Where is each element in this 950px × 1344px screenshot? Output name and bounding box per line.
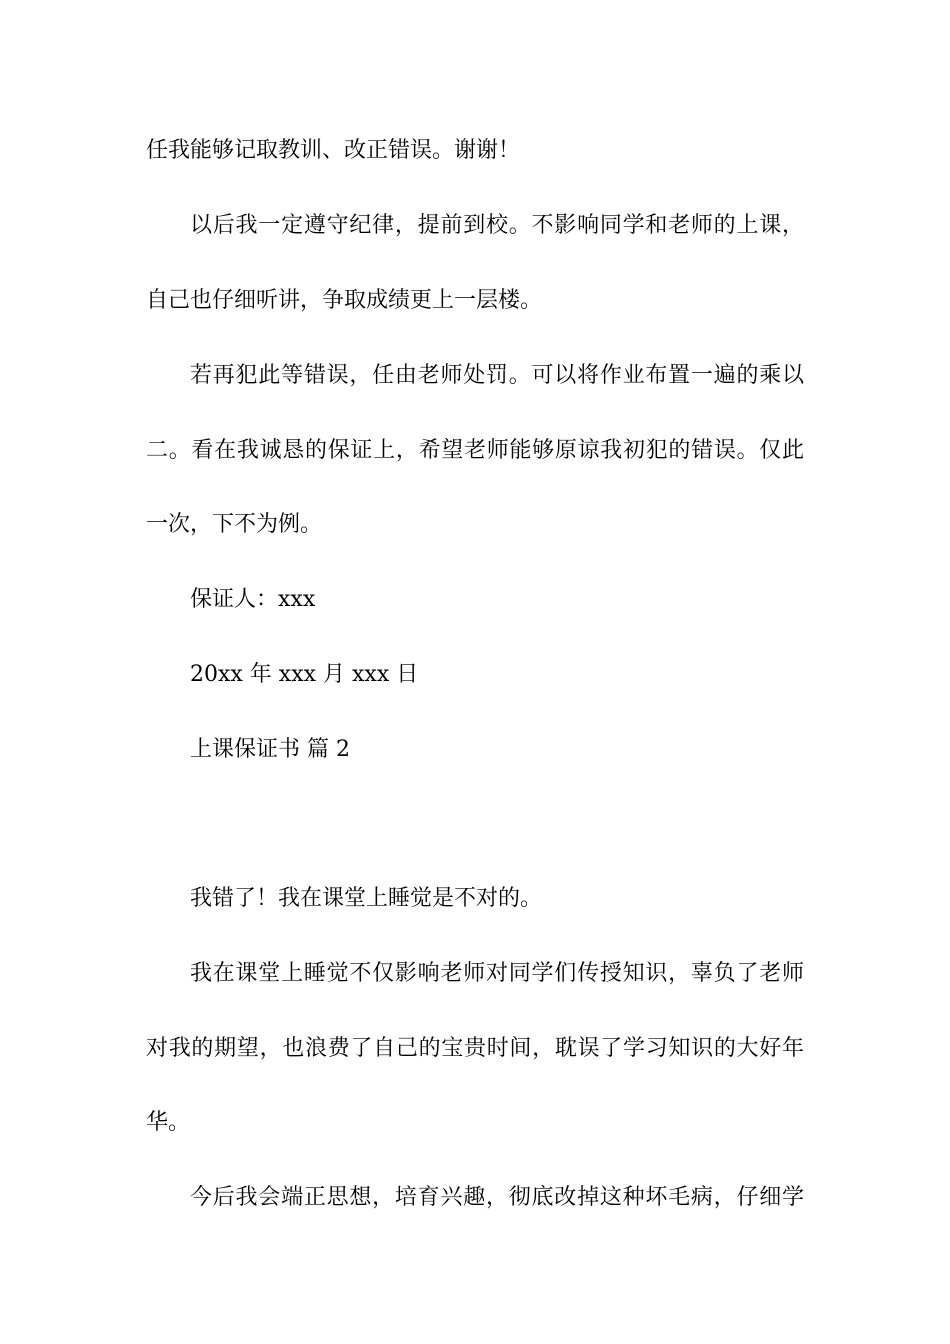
- paragraph-line: 我在课堂上睡觉不仅影响老师对同学们传授知识，辜负了老师: [190, 961, 804, 986]
- signature-line: 保证人：xxx: [190, 587, 316, 612]
- paragraph-line: 华。: [146, 1110, 191, 1135]
- paragraph-line: 以后我一定遵守纪律，提前到校。不影响同学和老师的上课，: [190, 213, 804, 238]
- paragraph-line: 我错了！我在课堂上睡觉是不对的。: [190, 886, 543, 911]
- paragraph-line: 一次，下不为例。: [146, 512, 323, 537]
- section-heading: 上课保证书 篇 2: [190, 737, 350, 762]
- date-line: 20xx 年 xxx 月 xxx 日: [190, 662, 419, 687]
- paragraph-line: 二。看在我诚恳的保证上，希望老师能够原谅我初犯的错误。仅此: [146, 438, 804, 463]
- paragraph-line: 今后我会端正思想，培育兴趣，彻底改掉这种坏毛病，仔细学: [190, 1185, 804, 1210]
- paragraph-line: 若再犯此等错误，任由老师处罚。可以将作业布置一遍的乘以: [190, 363, 804, 388]
- paragraph-line: 任我能够记取教训、改正错误。谢谢！: [146, 138, 521, 163]
- paragraph-line: 自己也仔细听讲，争取成绩更上一层楼。: [146, 288, 543, 313]
- paragraph-line: 对我的期望，也浪费了自己的宝贵时间，耽误了学习知识的大好年: [146, 1036, 804, 1061]
